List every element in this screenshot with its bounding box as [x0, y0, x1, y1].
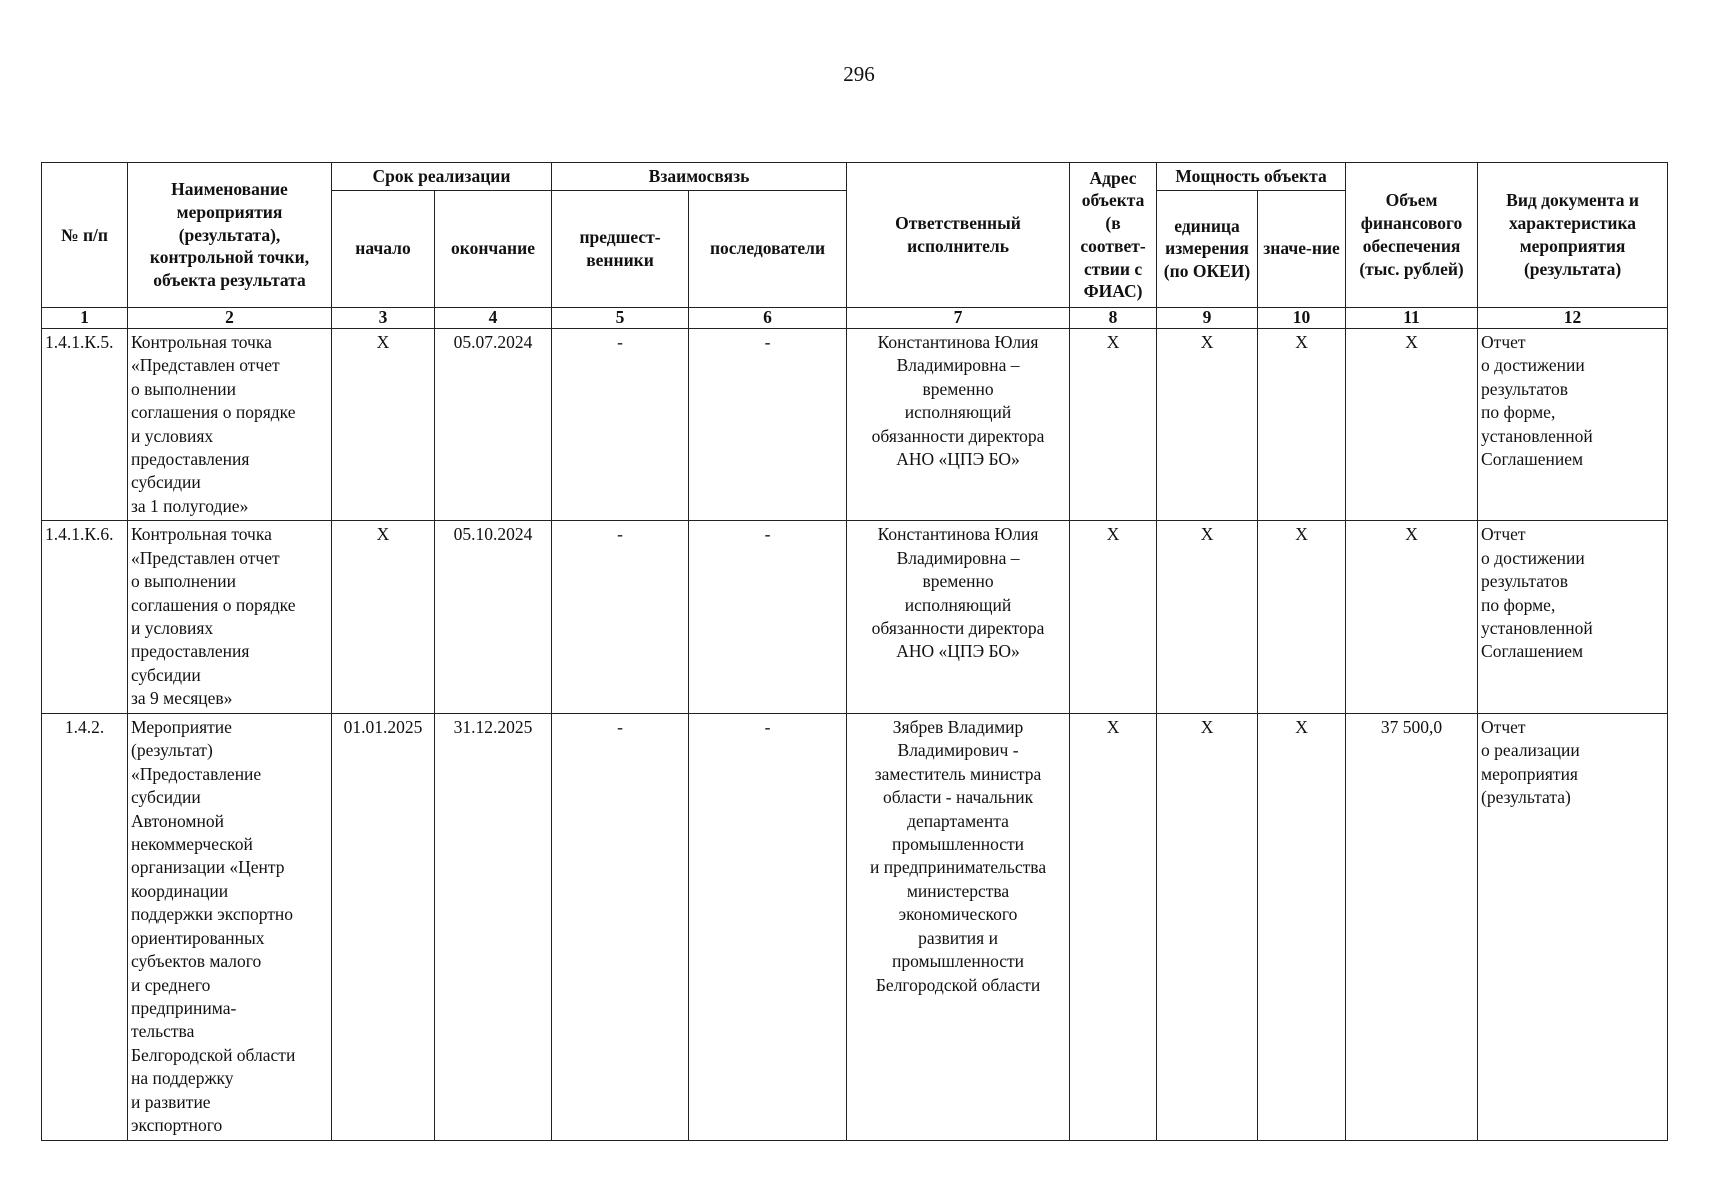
successors: - — [689, 713, 847, 1140]
column-number: 10 — [1258, 307, 1346, 328]
header-col-document: Вид документа и характеристика мероприятия (результата) — [1478, 163, 1668, 308]
header-col-num: № п/п — [42, 163, 128, 308]
header-group-term: Срок реализации — [332, 163, 552, 191]
header-col-finance: Объем финансового обеспечения (тыс. рублей) — [1346, 163, 1478, 308]
column-number: 11 — [1346, 307, 1478, 328]
end-date: 31.12.2025 — [435, 713, 552, 1140]
column-number: 4 — [435, 307, 552, 328]
document-type: Отчет о достижении результатов по форме, установленной Соглашением — [1478, 328, 1668, 521]
activity-name: Мероприятие (результат) «Предоставление субсидии Автономной некоммерческой организации «Центр координации поддержки экспортно ориентированных субъектов малого и среднего предпринима- тельства Белгородской области на поддержку и развитие экспортного — [128, 713, 332, 1140]
column-number: 6 — [689, 307, 847, 328]
finance-volume: 37 500,0 — [1346, 713, 1478, 1140]
capacity-value: X — [1258, 328, 1346, 521]
successors: - — [689, 521, 847, 714]
header-col-value: значе-ние — [1258, 190, 1346, 307]
successors: - — [689, 328, 847, 521]
document-type: Отчет о достижении результатов по форме, установленной Соглашением — [1478, 521, 1668, 714]
header-group-relation: Взаимосвязь — [552, 163, 847, 191]
start-date: 01.01.2025 — [332, 713, 435, 1140]
header-col-end: окончание — [435, 190, 552, 307]
column-number: 2 — [128, 307, 332, 328]
responsible-person: Константинова Юлия Владимировна – временно исполняющий обязанности директора АНО «ЦПЭ БО» — [847, 521, 1070, 714]
header-col-start: начало — [332, 190, 435, 307]
table-row — [42, 713, 1668, 1140]
column-number: 12 — [1478, 307, 1668, 328]
end-date: 05.07.2024 — [435, 328, 552, 521]
predecessors: - — [552, 713, 689, 1140]
predecessors: - — [552, 521, 689, 714]
finance-volume: X — [1346, 521, 1478, 714]
column-number: 3 — [332, 307, 435, 328]
capacity-unit: X — [1157, 521, 1258, 714]
header-col-name: Наименование мероприятия (результата), контрольной точки, объекта результата — [128, 163, 332, 308]
predecessors: - — [552, 328, 689, 521]
start-date: X — [332, 521, 435, 714]
column-number: 1 — [42, 307, 128, 328]
end-date: 05.10.2024 — [435, 521, 552, 714]
header-group-capacity: Мощность объекта — [1157, 163, 1346, 191]
header-col-predecessors: предшест-венники — [552, 190, 689, 307]
column-number: 9 — [1157, 307, 1258, 328]
finance-volume: X — [1346, 328, 1478, 521]
column-number: 8 — [1070, 307, 1157, 328]
capacity-value: X — [1258, 713, 1346, 1140]
activity-name: Контрольная точка «Представлен отчет о выполнении соглашения о порядке и условиях предоставления субсидии за 1 полугодие» — [128, 328, 332, 521]
activity-name: Контрольная точка «Представлен отчет о выполнении соглашения о порядке и условиях предоставления субсидии за 9 месяцев» — [128, 521, 332, 714]
document-type: Отчет о реализации мероприятия (результата) — [1478, 713, 1668, 1140]
table-row — [42, 328, 1668, 521]
header-col-address: Адрес объекта (в соответ-ствии с ФИАС) — [1070, 163, 1157, 308]
column-number: 5 — [552, 307, 689, 328]
start-date: X — [332, 328, 435, 521]
table-row — [42, 521, 1668, 714]
header-row — [42, 163, 1668, 191]
responsible-person: Константинова Юлия Владимировна – временно исполняющий обязанности директора АНО «ЦПЭ БО» — [847, 328, 1070, 521]
plan-table — [41, 162, 1668, 1141]
row-number: 1.4.1.К.6. — [42, 521, 128, 714]
row-number: 1.4.1.К.5. — [42, 328, 128, 521]
header-col-responsible: Ответственный исполнитель — [847, 163, 1070, 308]
object-address: X — [1070, 713, 1157, 1140]
capacity-unit: X — [1157, 328, 1258, 521]
capacity-value: X — [1258, 521, 1346, 714]
header-col-unit: единица измерения (по ОКЕИ) — [1157, 190, 1258, 307]
column-number-row — [42, 307, 1668, 328]
object-address: X — [1070, 521, 1157, 714]
capacity-unit: X — [1157, 713, 1258, 1140]
column-number: 7 — [847, 307, 1070, 328]
row-number: 1.4.2. — [42, 713, 128, 1140]
responsible-person: Зябрев Владимир Владимирович - заместитель министра области - начальник департамента промышленности и предпринимательства министерства экономического развития и промышленности Белгородской области — [847, 713, 1070, 1140]
header-col-successors: последователи — [689, 190, 847, 307]
object-address: X — [1070, 328, 1157, 521]
page-number: 296 — [843, 62, 875, 86]
